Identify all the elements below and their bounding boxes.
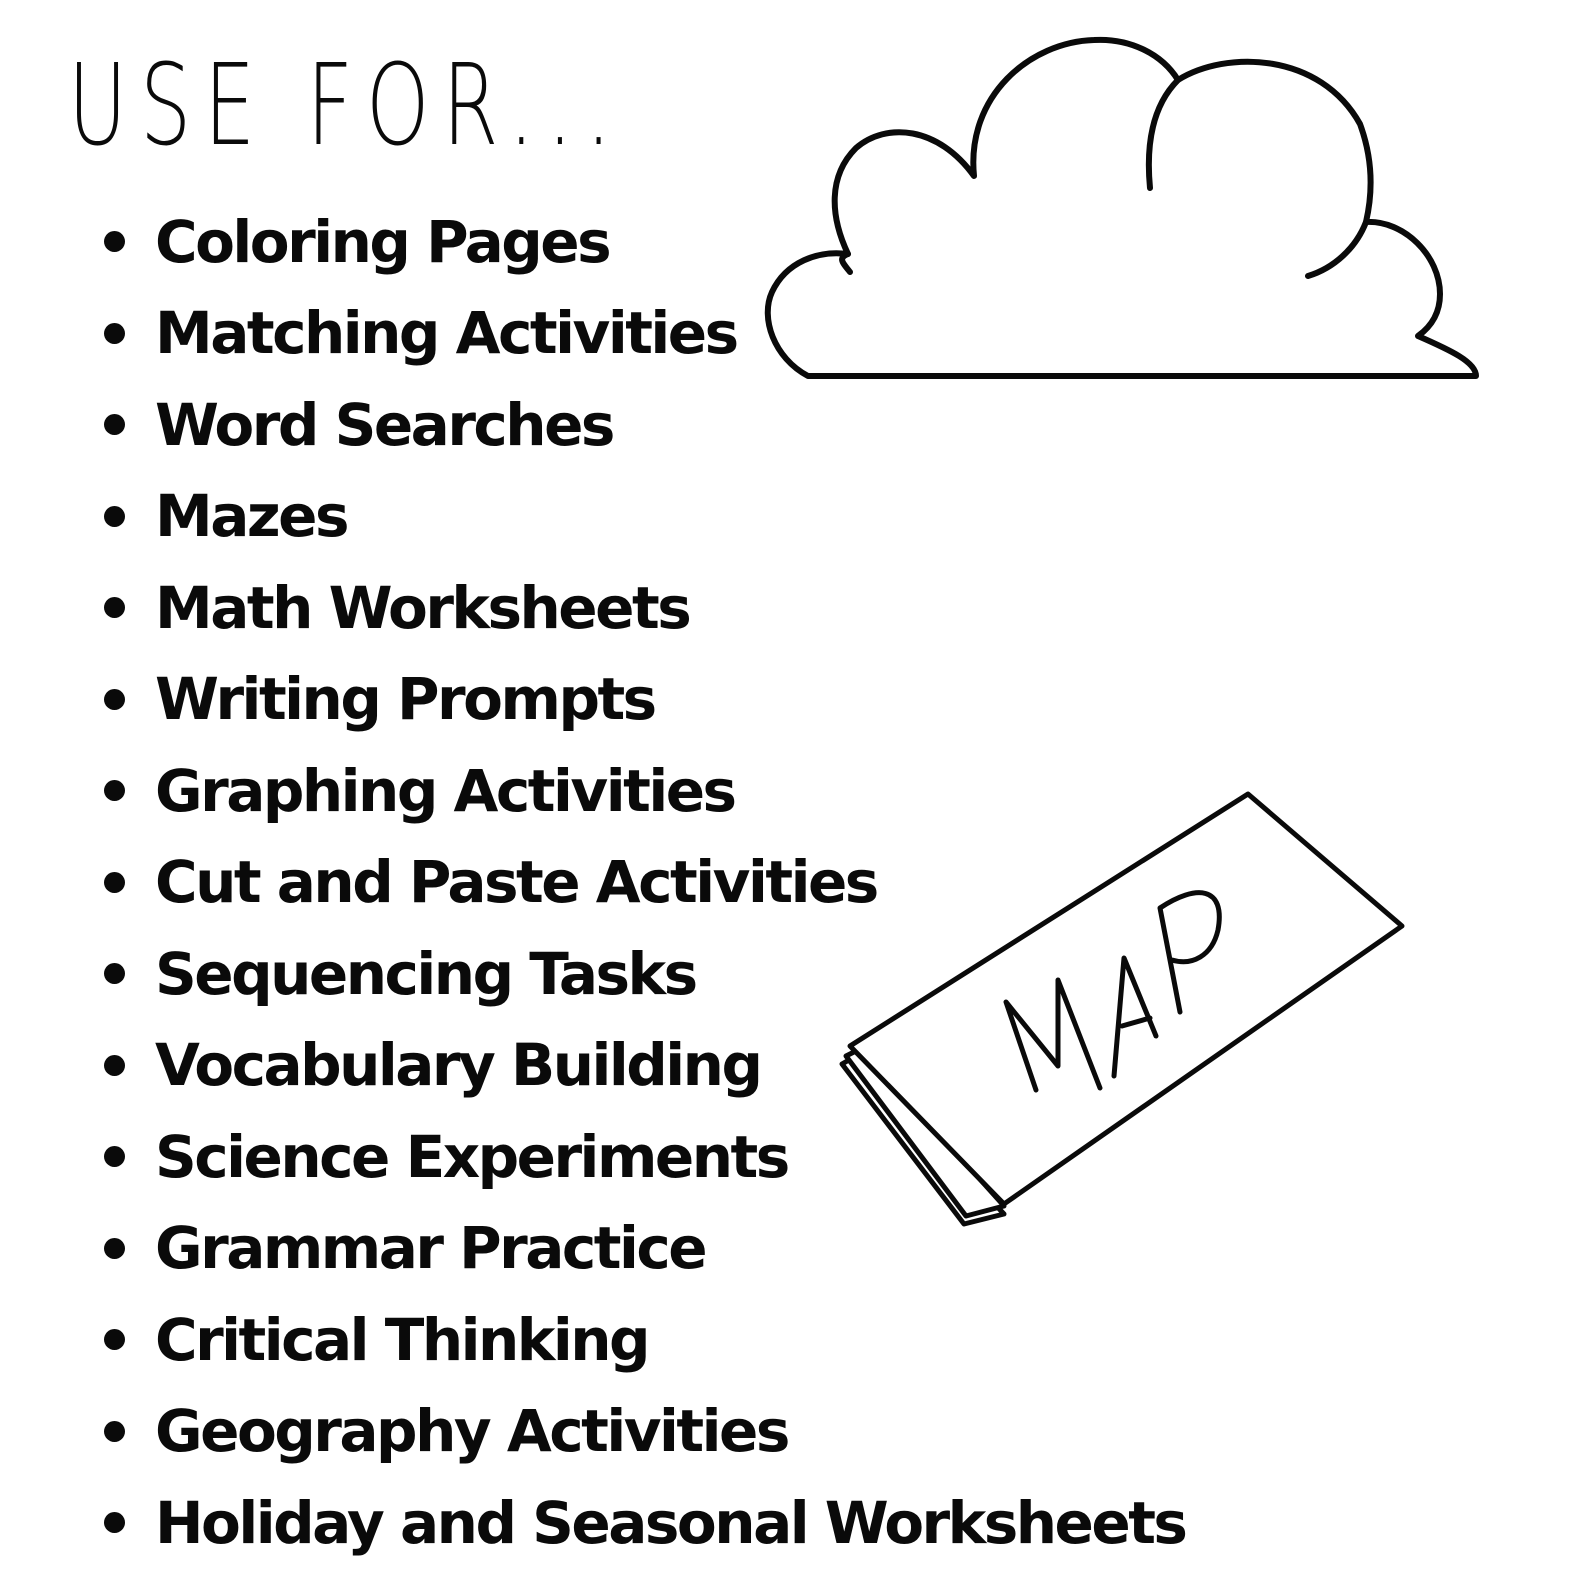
list-item-label: Grammar Practice [155,1214,706,1283]
bullet-icon [104,597,125,618]
list-item [104,654,1185,746]
list-item-label: Sequencing Tasks [155,939,696,1008]
bullet-icon [104,1512,125,1533]
list-item-label: Matching Activities [155,299,737,368]
cloud-icon [760,36,1490,388]
bullet-icon [104,414,125,435]
bullet-icon [104,1238,125,1259]
list-item [104,471,1185,563]
bullet-icon [104,780,125,801]
list-item-label: Geography Activities [155,1397,788,1466]
bullet-icon [104,506,125,527]
list-item-label: Critical Thinking [155,1305,649,1374]
page-title: USE FOR... [68,41,625,171]
list-item [104,1386,1185,1478]
folded-map-icon [836,790,1416,1240]
bullet-icon [104,872,125,893]
bullet-icon [104,323,125,344]
list-item [104,562,1185,654]
list-item-label: Word Searches [155,390,613,459]
list-item [104,1477,1185,1569]
list-item [104,379,1185,471]
bullet-icon [104,689,125,710]
bullet-icon [104,1055,125,1076]
list-item-label: Vocabulary Building [155,1031,761,1100]
list-item-label: Science Experiments [155,1122,788,1191]
bullet-icon [104,1329,125,1350]
bullet-icon [104,231,125,252]
list-item [104,1294,1185,1386]
list-item-label: Holiday and Seasonal Worksheets [155,1488,1186,1557]
list-item-label: Writing Prompts [155,665,655,734]
bullet-icon [104,1146,125,1167]
list-item-label: Graphing Activities [155,756,735,825]
list-item-label: Mazes [155,482,347,551]
list-item-label: Cut and Paste Activities [155,848,877,917]
list-item-label: Math Worksheets [155,573,690,642]
bullet-icon [104,963,125,984]
list-item-label: Coloring Pages [155,207,610,276]
bullet-icon [104,1421,125,1442]
